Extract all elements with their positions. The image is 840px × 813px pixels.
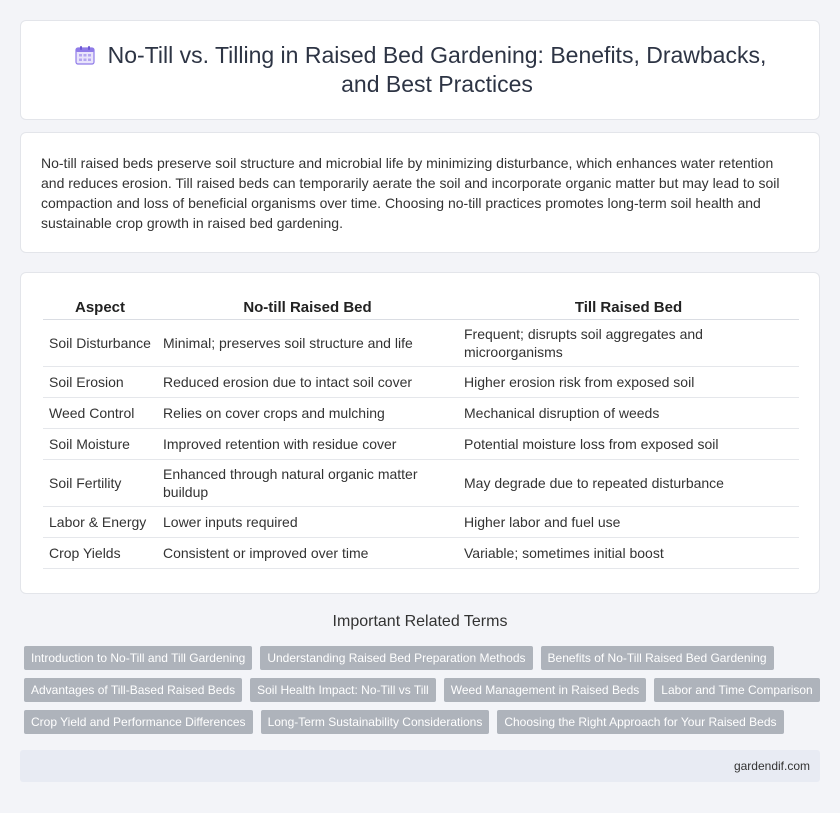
related-terms-list (24, 646, 824, 734)
cell-no-till: Minimal; preserves soil structure and life (157, 320, 458, 367)
related-tag[interactable]: Soil Health Impact: No-Till vs Till (250, 678, 436, 702)
cell-till: Potential moisture loss from exposed soil (458, 429, 799, 460)
header-card (20, 20, 820, 120)
cell-till: Variable; sometimes initial boost (458, 538, 799, 569)
related-terms-title: Important Related Terms (332, 613, 508, 630)
header-no-till: No-till Raised Bed (157, 295, 458, 320)
comparison-table (43, 295, 799, 569)
related-tag[interactable]: Benefits of No-Till Raised Bed Gardening (541, 646, 774, 670)
cell-no-till: Reduced erosion due to intact soil cover (157, 367, 458, 398)
cell-aspect: Soil Fertility (43, 460, 157, 507)
footer-site-link[interactable]: gardendif.com (733, 759, 810, 773)
related-tag[interactable]: Choosing the Right Approach for Your Raised Beds (497, 710, 783, 734)
cell-aspect: Weed Control (43, 398, 157, 429)
related-tag[interactable]: Introduction to No-Till and Till Gardening (24, 646, 252, 670)
comparison-table-card (20, 272, 820, 594)
related-tag[interactable]: Weed Management in Raised Beds (444, 678, 647, 702)
table-row (43, 507, 799, 538)
calendar-icon (74, 44, 96, 66)
footer (20, 750, 820, 782)
page-title (108, 41, 767, 99)
table-row (43, 367, 799, 398)
page-title-line2: and Best Practices (341, 71, 533, 97)
intro-card (20, 132, 820, 253)
related-tag[interactable]: Long-Term Sustainability Considerations (261, 710, 490, 734)
cell-no-till: Lower inputs required (157, 507, 458, 538)
cell-aspect: Labor & Energy (43, 507, 157, 538)
table-row (43, 538, 799, 569)
related-tag[interactable]: Advantages of Till-Based Raised Beds (24, 678, 242, 702)
cell-till: Frequent; disrupts soil aggregates and microorganisms (458, 320, 799, 367)
intro-paragraph: No-till raised beds preserve soil structure and microbial life by minimizing disturbance, which enhances water retention and reduces erosion. Till raised beds can temporarily aerate the soil and incorporate organic matter but may lead to soil compaction and loss of beneficial organisms over time. Choosing no-till practices promotes long-term soil health and sustainable crop growth in raised bed gardening. (41, 155, 780, 231)
cell-aspect: Crop Yields (43, 538, 157, 569)
cell-till: Mechanical disruption of weeds (458, 398, 799, 429)
cell-no-till: Improved retention with residue cover (157, 429, 458, 460)
table-row (43, 398, 799, 429)
cell-aspect: Soil Moisture (43, 429, 157, 460)
cell-no-till: Relies on cover crops and mulching (157, 398, 458, 429)
cell-till: May degrade due to repeated disturbance (458, 460, 799, 507)
header-till: Till Raised Bed (458, 295, 799, 320)
related-tag[interactable]: Labor and Time Comparison (654, 678, 819, 702)
cell-aspect: Soil Erosion (43, 367, 157, 398)
cell-till: Higher labor and fuel use (458, 507, 799, 538)
table-header-row (43, 295, 799, 320)
cell-no-till: Consistent or improved over time (157, 538, 458, 569)
table-row (43, 460, 799, 507)
related-tag[interactable]: Understanding Raised Bed Preparation Methods (260, 646, 532, 670)
cell-till: Higher erosion risk from exposed soil (458, 367, 799, 398)
page-title-line1: No-Till vs. Tilling in Raised Bed Gardening: Benefits, Drawbacks, (107, 42, 767, 68)
cell-no-till: Enhanced through natural organic matter buildup (157, 460, 458, 507)
related-tag[interactable]: Crop Yield and Performance Differences (24, 710, 253, 734)
header-aspect: Aspect (43, 295, 157, 320)
cell-aspect: Soil Disturbance (43, 320, 157, 367)
table-row (43, 320, 799, 367)
table-row (43, 429, 799, 460)
